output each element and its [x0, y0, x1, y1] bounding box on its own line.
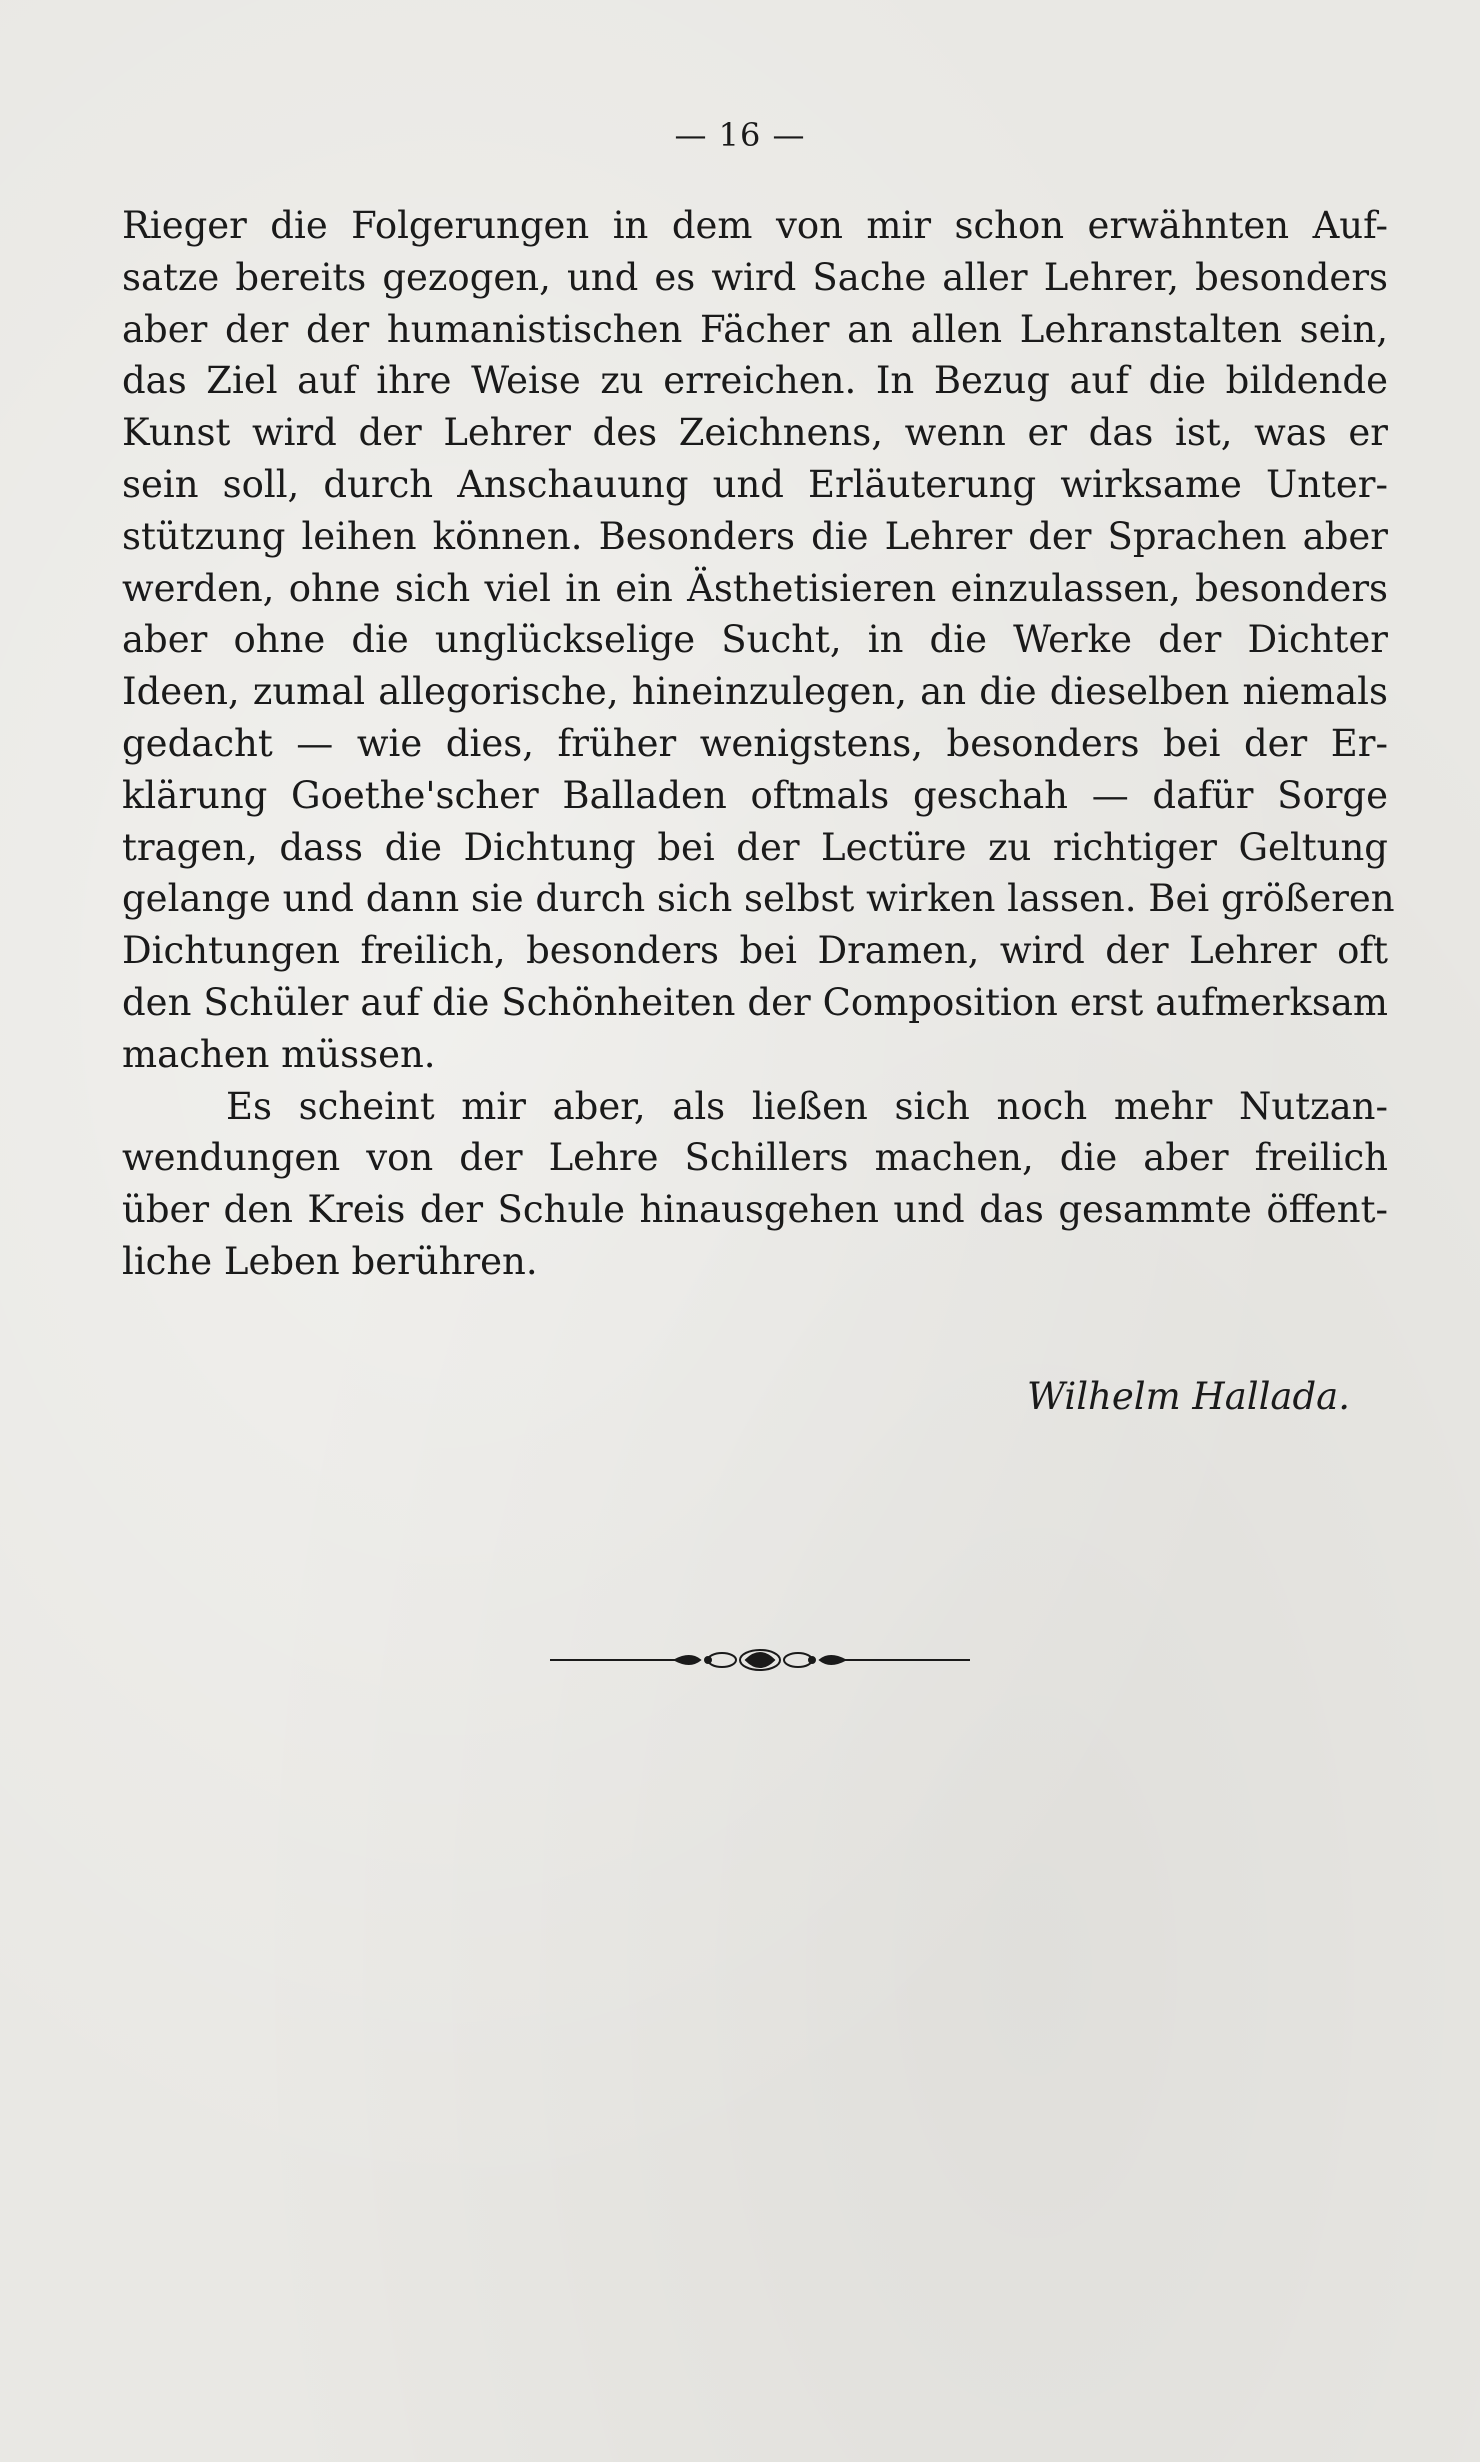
paragraph-2	[122, 1081, 1388, 1288]
author-signature: Wilhelm Hallada.	[1026, 1375, 1350, 1418]
text-line: machen müssen.	[122, 1032, 436, 1076]
text-line: Ideen, zumal allegorische, hineinzulegen, an die dieselben niemals	[122, 670, 1388, 714]
text-line: aber der der humanistischen Fächer an allen Lehranstalten sein,	[122, 307, 1388, 351]
text-line: tragen, dass die Dichtung bei der Lectüre zu richtiger Geltung	[122, 825, 1388, 869]
text-line: wendungen von der Lehre Schillers machen, die aber freilich	[122, 1136, 1388, 1180]
text-line: Dichtungen freilich, besonders bei Dramen, wird der Lehrer oft	[122, 929, 1388, 973]
text-line: stützung leihen können. Besonders die Lehrer der Sprachen aber	[122, 514, 1388, 558]
paragraph-1	[122, 200, 1395, 1081]
text-line: Es scheint mir aber, als ließen sich noch mehr Nutzan-	[226, 1084, 1388, 1128]
body-text	[122, 200, 1395, 1288]
text-line: gedacht — wie dies, früher wenigstens, besonders bei der Er-	[122, 721, 1388, 765]
text-line: klärung Goethe'scher Balladen oftmals geschah — dafür Sorge	[122, 773, 1388, 817]
page-number: — 16 —	[674, 116, 806, 154]
text-line: liche Leben berühren.	[122, 1239, 538, 1283]
text-line: sein soll, durch Anschauung und Erläuterung wirksame Unter-	[122, 462, 1388, 506]
text-line: werden, ohne sich viel in ein Ästhetisieren einzulassen, besonders	[122, 566, 1388, 610]
text-line: gelange und dann sie durch sich selbst wirken lassen. Bei größeren	[122, 877, 1395, 921]
text-line: satze bereits gezogen, und es wird Sache aller Lehrer, besonders	[122, 255, 1388, 299]
text-line: das Ziel auf ihre Weise zu erreichen. In Bezug auf die bildende	[122, 359, 1388, 403]
text-line: Kunst wird der Lehrer des Zeichnens, wenn er das ist, was er	[122, 411, 1388, 455]
ornament-divider-shape	[550, 1650, 970, 1670]
text-line: über den Kreis der Schule hinausgehen und das gesammte öffent-	[122, 1188, 1388, 1232]
text-line: Rieger die Folgerungen in dem von mir schon erwähnten Auf-	[122, 204, 1388, 247]
text-line: den Schüler auf die Schönheiten der Composition erst aufmerksam	[122, 980, 1388, 1024]
ornament-divider	[550, 1640, 970, 1680]
text-line: aber ohne die unglückselige Sucht, in die Werke der Dichter	[122, 618, 1388, 662]
